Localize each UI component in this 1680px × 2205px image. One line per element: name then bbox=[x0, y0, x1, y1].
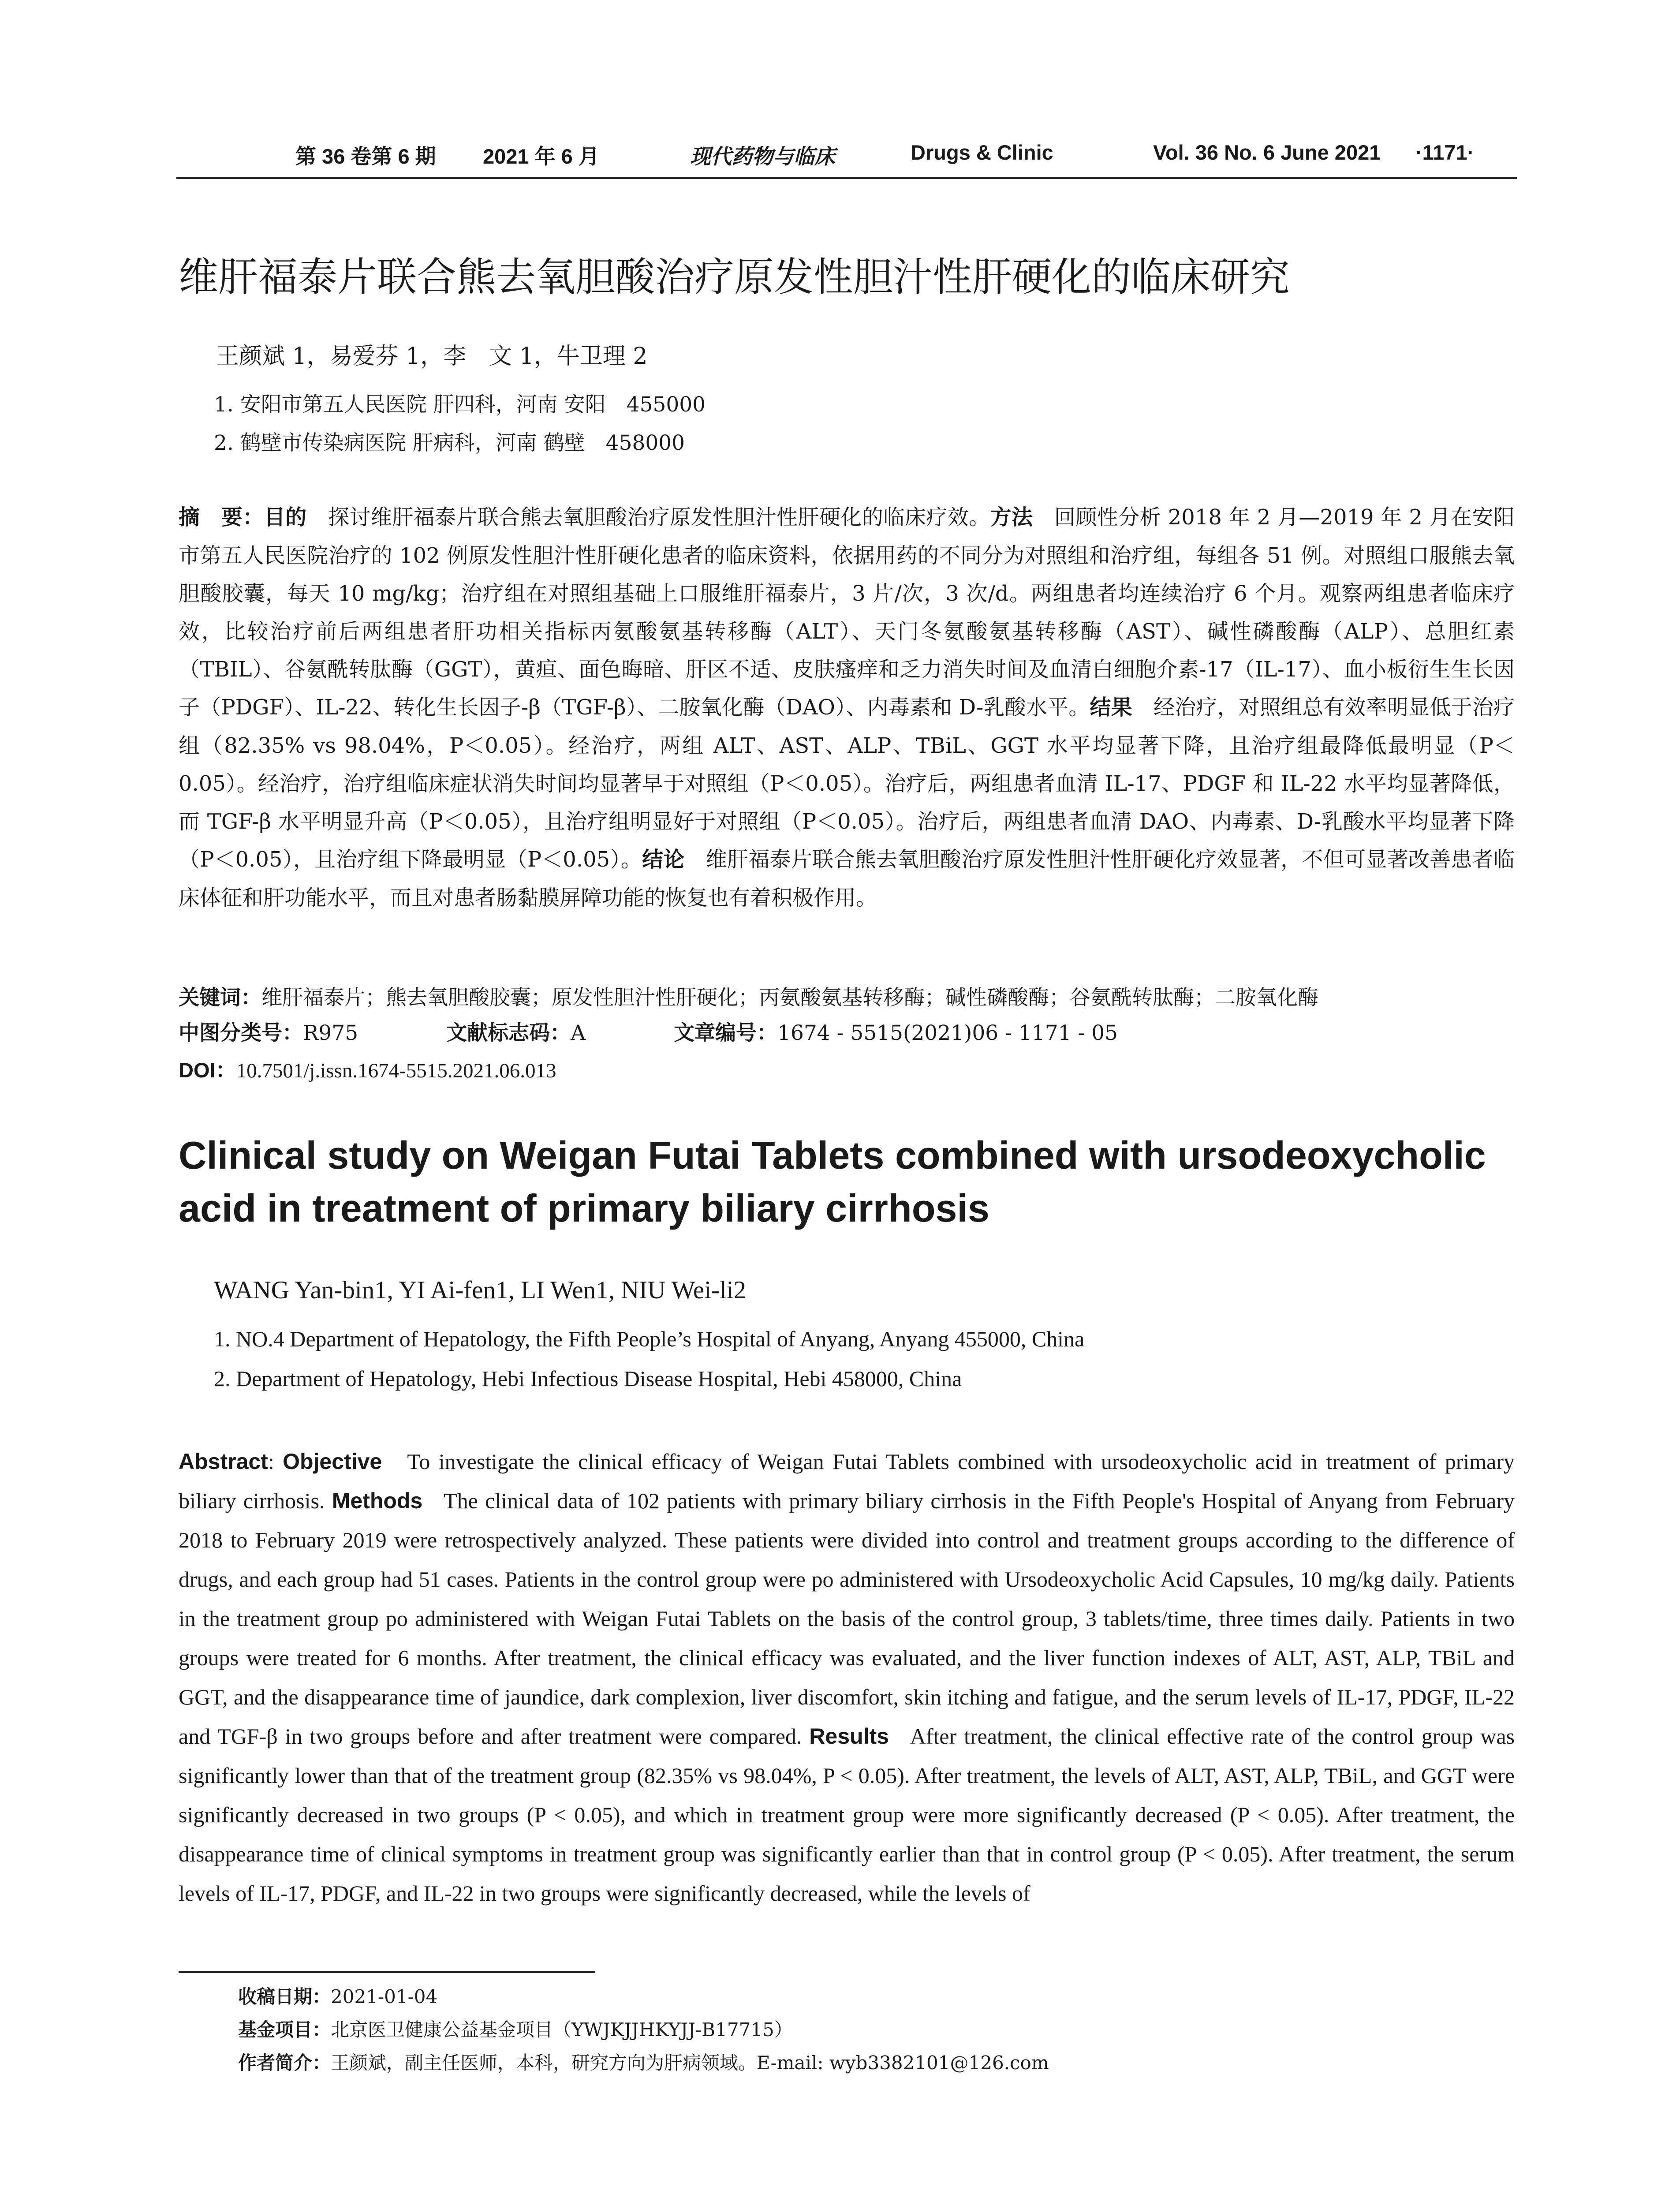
header-rule bbox=[176, 177, 1517, 179]
classification-line bbox=[179, 1017, 1118, 1046]
keywords-zh-label: 关键词： bbox=[179, 986, 261, 1009]
keywords-zh bbox=[179, 981, 1318, 1011]
results-zh-text: 经治疗，对照组总有效率明显低于治疗组（82.35% vs 98.04%，P＜0.05）。经治疗，两组 ALT、AST、ALP、TBiL、GGT 水平均显著下降，且治疗组最降低最明显（P＜0.05）。经治疗，治疗组临床症状消失时间均显著早于对照组（P＜0.05）。治疗后，两组患者血清 IL-17、PDGF 和 IL-22 水平均显著降低，而 TGF-β 水平明显升高（P＜0.05），且治疗组明显好于对照组（P＜0.05）。治疗后，两组患者血清 DAO、内毒素、D-乳酸水平均显著下降（P＜0.05），且治疗组下降最明显（P＜0.05）。 bbox=[179, 695, 1515, 872]
methods-zh-label: 方法 bbox=[990, 506, 1033, 529]
conclusion-zh-text: 维肝福泰片联合熊去氧胆酸治疗原发性胆汁性肝硬化疗效显著，不但可显著改善患者临床体征和肝功能水平，而且对患者肠黏膜屏障功能的恢复也有着积极作用。 bbox=[179, 847, 1515, 910]
received-value: 2021-01-04 bbox=[331, 1986, 438, 2007]
header-page-number: ·1171· bbox=[1415, 141, 1475, 164]
objective-zh-text: 探讨维肝福泰片联合熊去氧胆酸治疗原发性胆汁性肝硬化的临床疗效。 bbox=[328, 505, 990, 530]
received-label: 收稿日期： bbox=[238, 1986, 331, 2007]
abstract-en: Abstract: Objective To investigate the clinical efficacy of Weigan Futai Tablets combined with ursodeoxycholic acid in treatment of primary biliary cirrhosis. Methods The clinical data of 102 patients with primary biliary cirrhosis in the Fifth People's Hospital of Anyang from February 2018 to February 2019 were retrospectively analyzed. These patients were divided into control and treatment groups according to the difference of drugs, and each group had 51 cases. Patients in the control group were po administered with Ursodeoxycholic Acid Capsules, 10 mg/kg daily. Patients in the treatment group po administered with Weigan Futai Tablets on the basis of the control group, 3 tablets/time, three times daily. Patients in two groups were treated for 6 months. After treatment, the clinical efficacy was evaluated, and the liver function indexes of ALT, AST, ALP, TBiL and GGT, and the disappearance time of jaundice, dark complexion, liver discomfort, skin itching and fatigue, and the serum levels of IL-17, PDGF, IL-22 and TGF-β in two groups before and after treatment were compared. Results After treatment, the clinical effective rate of the control group was significantly lower than that of the treatment group (82.35% vs 98.04%, P < 0.05). After treatment, the levels of ALT, AST, ALP, TBiL, and GGT were significantly decreased in two groups (P < 0.05), and which in treatment group were more significantly decreased (P < 0.05). After treatment, the disappearance time of clinical symptoms in treatment group was significantly earlier than that in control group (P < 0.05). After treatment, the serum levels of IL-17, PDGF, and IL-22 in two groups were significantly decreased, while the levels of bbox=[179, 1449, 1515, 1906]
conclusion-zh-label: 结论 bbox=[642, 848, 685, 871]
affiliation-en-2: 2. Department of Hepatology, Hebi Infectious Disease Hospital, Hebi 458000, China bbox=[214, 1366, 962, 1391]
results-en-label: Results bbox=[809, 1724, 889, 1749]
methods-en-text: The clinical data of 102 patients with primary biliary cirrhosis in the Fifth People's Hospital of Anyang from February 2018 to February 2019 were retrospectively analyzed. These patients were divided into control and treatment groups according to the difference of drugs, and each group had 51 cases. Patients in the control group were po administered with Ursodeoxycholic Acid Capsules, 10 mg/kg daily. Patients in the treatment group po administered with Weigan Futai Tablets on the basis of the control group, 3 tablets/time, three times daily. Patients in two groups were treated for 6 months. After treatment, the clinical efficacy was evaluated, and the liver function indexes of ALT, AST, ALP, TBiL and GGT, and the disappearance time of jaundice, dark complexion, liver discomfort, skin itching and fatigue, and the serum levels of IL-17, PDGF, IL-22 and TGF-β in two groups before and after treatment were compared. bbox=[179, 1488, 1515, 1749]
doc-code-label: 文献标志码： bbox=[446, 1021, 571, 1044]
doi-label: DOI： bbox=[179, 1058, 236, 1082]
footnote-fund bbox=[238, 2015, 793, 2042]
header-date-zh: 2021 年 6 月 bbox=[483, 145, 599, 168]
doc-code-value: A bbox=[571, 1021, 586, 1045]
title-en: Clinical study on Weigan Futai Tablets combined with ursodeoxycholic acid in treatment of primary biliary cirrhosis bbox=[179, 1133, 1486, 1230]
authors-en: WANG Yan-bin1, YI Ai-fen1, LI Wen1, NIU Wei-li2 bbox=[214, 1276, 747, 1304]
fund-value: 北京医卫健康公益基金项目（YWJKJJHKYJJ-B17715） bbox=[331, 2019, 793, 2041]
objective-en-text: To investigate the clinical efficacy of Weigan Futai Tablets combined with ursodeoxycholic acid in treatment of primary biliary cirrhosis. bbox=[179, 1449, 1515, 1513]
clc-value: R975 bbox=[303, 1021, 358, 1045]
affiliation-en-1: 1. NO.4 Department of Hepatology, the Fifth People’s Hospital of Anyang, Anyang 455000, China bbox=[214, 1327, 1085, 1351]
methods-zh-text: 回顾性分析 2018 年 2 月—2019 年 2 月在安阳市第五人民医院治疗的 102 例原发性胆汁性肝硬化患者的临床资料，依据用药的不同分为对照组和治疗组，每组各 51 例。对照组口服熊去氧胆酸胶囊，每天 10 mg/kg；治疗组在对照组基础上口服维肝福泰片，3 片/次，3 次/d。两组患者均连续治疗 6 个月。观察两组患者临床疗效，比较治疗前后两组患者肝功相关指标丙氨酸氨基转移酶（ALT）、天门冬氨酸氨基转移酶（AST）、碱性磷酸酶（ALP）、总胆红素（TBIL）、谷氨酰转肽酶（GGT），黄疸、面色晦暗、肝区不适、皮肤瘙痒和乏力消失时间及血清白细胞介素-17（IL-17）、血小板衍生生长因子（PDGF）、IL-22、转化生长因子-β（TGF-β）、二胺氧化酶（DAO）、内毒素和 D-乳酸水平。 bbox=[179, 505, 1515, 720]
results-en-text: After treatment, the clinical effective rate of the control group was significantly lower than that of the treatment group (82.35% vs 98.04%, P < 0.05). After treatment, the levels of ALT, AST, ALP, TBiL, and GGT were significantly decreased in two groups (P < 0.05), and which in treatment group were more significantly decreased (P < 0.05). After treatment, the disappearance time of clinical symptoms in treatment group was significantly earlier than that in control group (P < 0.05). After treatment, the serum levels of IL-17, PDGF, and IL-22 in two groups were significantly decreased, while the levels of bbox=[179, 1724, 1515, 1906]
header-volume-en: Vol. 36 No. 6 June 2021 bbox=[1153, 141, 1381, 164]
author-info-value: 王颜斌，副主任医师，本科，研究方向为肝病领域。E-mail: wyb3382101@126.com bbox=[331, 2052, 1049, 2074]
abstract-zh-label: 摘 要： bbox=[179, 506, 264, 529]
running-header bbox=[176, 140, 1517, 176]
footnote-received bbox=[238, 1982, 437, 2009]
abstract-zh bbox=[179, 498, 1515, 979]
header-journal-zh: 现代药物与临床 bbox=[690, 145, 835, 168]
footnote-author bbox=[238, 2048, 1049, 2075]
doi-value[interactable]: 10.7501/j.issn.1674-5515.2021.06.013 bbox=[236, 1059, 556, 1082]
header-journal-en: Drugs & Clinic bbox=[911, 141, 1053, 164]
keywords-zh-text: 维肝福泰片；熊去氧胆酸胶囊；原发性胆汁性肝硬化；丙氨酸氨基转移酶；碱性磷酸酶；谷氨酰转肽酶；二胺氧化酶 bbox=[261, 986, 1318, 1010]
methods-en-label: Methods bbox=[332, 1488, 423, 1513]
authors-zh: 王颜斌 1，易爱芬 1，李 文 1，牛卫理 2 bbox=[216, 343, 648, 370]
affiliation-zh-2: 2. 鹤壁市传染病医院 肝病科，河南 鹤壁 458000 bbox=[214, 431, 685, 455]
clc-label: 中图分类号： bbox=[179, 1021, 303, 1044]
objective-zh-label: 目的 bbox=[264, 506, 307, 529]
author-info-label: 作者简介： bbox=[238, 2052, 331, 2073]
abstract-en-label: Abstract bbox=[179, 1449, 268, 1474]
title-zh: 维肝福泰片联合熊去氧胆酸治疗原发性胆汁性肝硬化的临床研究 bbox=[179, 255, 1290, 299]
fund-label: 基金项目： bbox=[238, 2019, 331, 2040]
header-volume-zh: 第 36 卷第 6 期 bbox=[295, 145, 436, 168]
doi-line bbox=[179, 1054, 556, 1084]
article-no-label: 文章编号： bbox=[674, 1021, 778, 1044]
results-zh-label: 结果 bbox=[1090, 696, 1132, 719]
objective-en-label: Objective bbox=[283, 1449, 382, 1474]
article-no-value: 1674 - 5515(2021)06 - 1171 - 05 bbox=[777, 1021, 1118, 1045]
footnote-rule bbox=[179, 1971, 595, 1973]
affiliation-zh-1: 1. 安阳市第五人民医院 肝四科，河南 安阳 455000 bbox=[214, 392, 706, 417]
